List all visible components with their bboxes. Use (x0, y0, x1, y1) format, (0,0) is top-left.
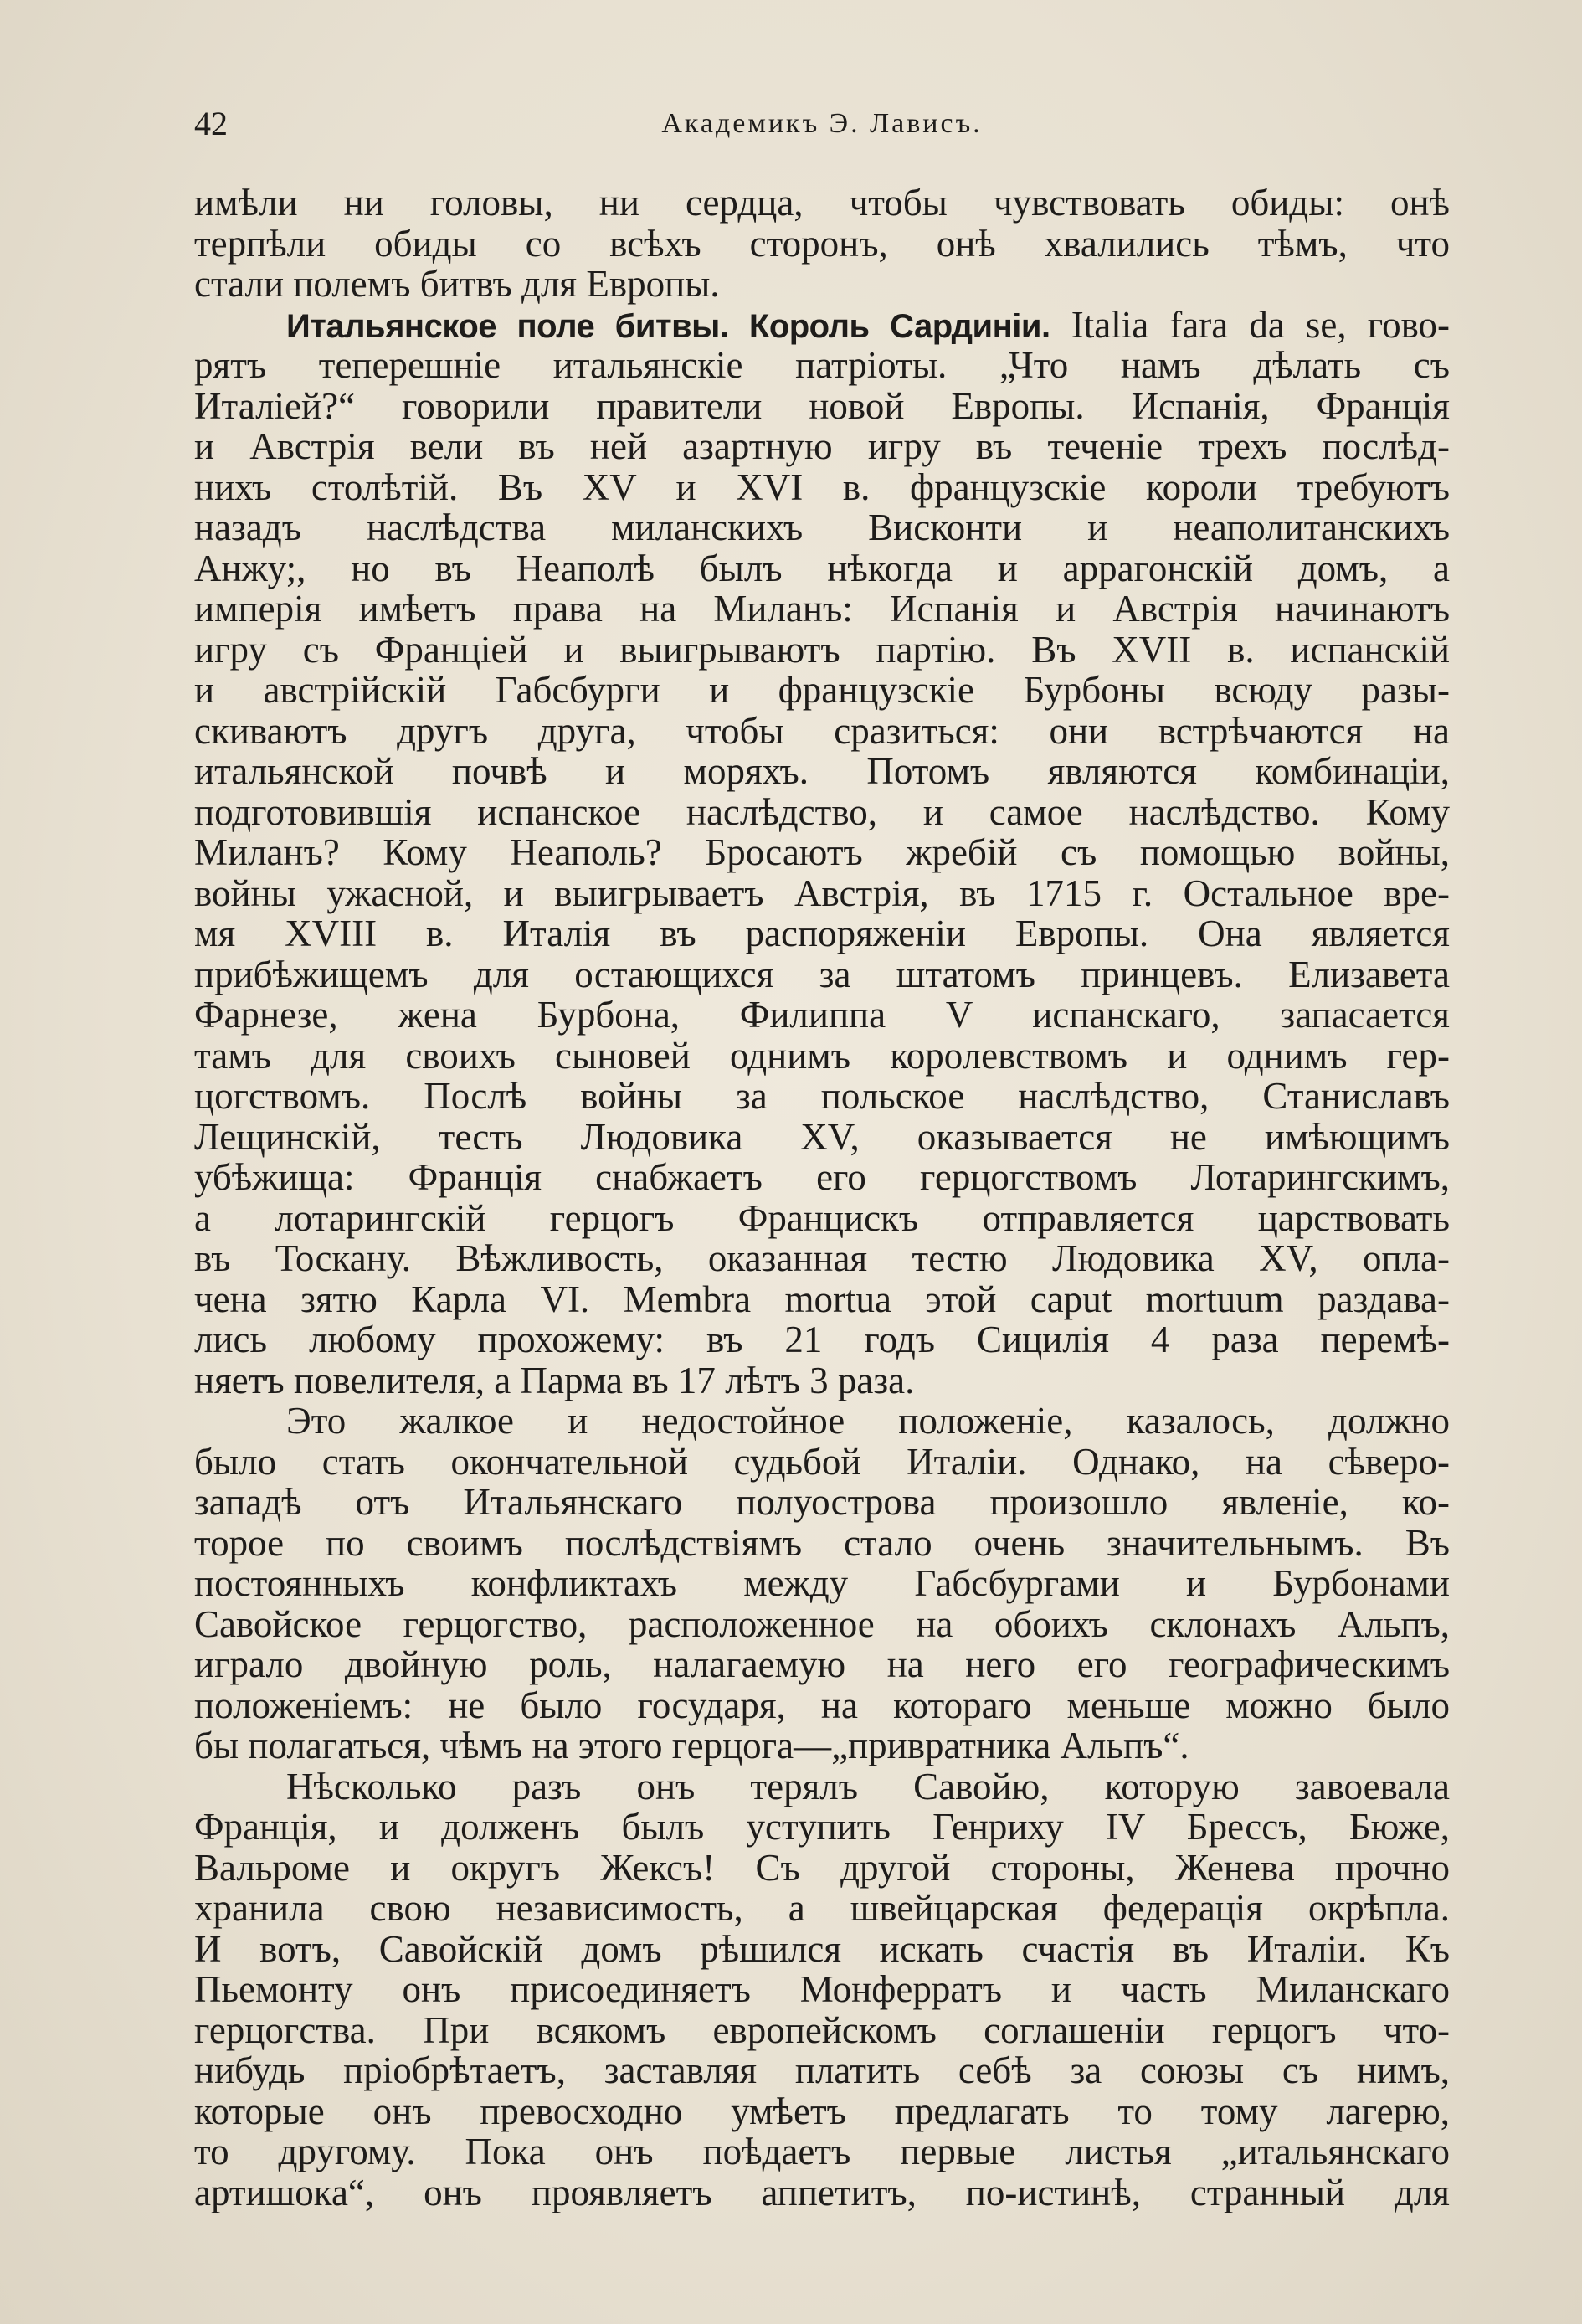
line-text: то другому. Пока онъ поѣдаетъ первые листья „итальянскаго (194, 2131, 1450, 2172)
text-line (194, 1157, 1450, 1198)
line-text: убѣжища: Франція снабжаетъ его герцогствомъ Лотарингскимъ, (194, 1156, 1450, 1198)
line-text: Это жалкое и недостойное положеніе, казалось, должно (286, 1400, 1450, 1442)
text-line (194, 264, 1450, 305)
line-text: рятъ теперешніе итальянскіе патріоты. „Что намъ дѣлать съ (194, 344, 1450, 386)
text-line (194, 1604, 1450, 1645)
text-line (194, 954, 1450, 995)
text-line (194, 1888, 1450, 1929)
line-text: Вальроме и округъ Жексъ! Съ другой стороны, Женева прочно (194, 1846, 1450, 1889)
text-line (194, 1725, 1450, 1766)
text-line (194, 832, 1450, 873)
line-text: стали полемъ битвъ для Европы. (194, 263, 720, 305)
line-text: войны ужасной, и выигрываетъ Австрія, въ 1715 г. Остальное вре- (194, 872, 1450, 914)
line-text: нибудь пріобрѣтаетъ, заставляя платить себѣ за союзы съ нимъ, (194, 2049, 1450, 2091)
line-text: Italia fara da se, гово- (1050, 303, 1451, 346)
line-text: терпѣли обиды со всѣхъ сторонъ, онѣ хвалились тѣмъ, что (194, 222, 1450, 265)
text-line (194, 1969, 1450, 2010)
text-line (194, 183, 1450, 224)
line-text: бы полагаться, чѣмъ на этого герцога—„привратника Альпъ“. (194, 1725, 1189, 1766)
text-line (194, 630, 1450, 671)
line-text: И вотъ, Савойскій домъ рѣшился искать счастія въ Италіи. Къ (194, 1927, 1450, 1970)
text-line (194, 1117, 1450, 1158)
line-text: Анжу;, но въ Неаполѣ былъ нѣкогда и аррагонскій домъ, а (194, 547, 1450, 589)
line-text: Лещинскій, тесть Людовика XV, оказывается не имѣющимъ (194, 1115, 1450, 1158)
line-text: которые онъ превосходно умѣетъ предлагать то тому лагерю, (194, 2090, 1450, 2132)
text-line (194, 345, 1450, 386)
line-text: игру съ Франціей и выигрываютъ партію. Въ XVII в. испанскій (194, 628, 1450, 671)
text-line (194, 2131, 1450, 2172)
line-text: положеніемъ: не было государя, на котораго меньше можно было (194, 1684, 1450, 1726)
text-line (194, 589, 1450, 630)
line-text: подготовившія испанское наслѣдство, и самое наслѣдство. Кому (194, 790, 1450, 833)
body-text (194, 183, 1450, 2213)
section-heading: Итальянское поле битвы. Король Сардиніи. (286, 307, 1050, 345)
text-line (194, 1685, 1450, 1726)
text-line (194, 467, 1450, 508)
text-line (194, 1766, 1450, 1807)
text-line (194, 792, 1450, 833)
line-text: Миланъ? Кому Неаполь? Бросаютъ жребій съ помощью войны, (194, 831, 1450, 873)
line-text: няетъ повелителя, а Парма въ 17 лѣтъ 3 раза. (194, 1359, 915, 1401)
text-line (194, 2172, 1450, 2213)
line-text: герцогства. При всякомъ европейскомъ соглашеніи герцогъ что- (194, 2008, 1450, 2051)
line-text: назадъ наслѣдства миланскихъ Висконти и неаполитанскихъ (194, 506, 1450, 548)
line-text: нихъ столѣтій. Въ XV и XVI в. французскіе короли требуютъ (194, 465, 1450, 508)
text-line (194, 1848, 1450, 1889)
text-line (194, 1238, 1450, 1279)
line-text: торое по своимъ послѣдствіямъ стало очень значительнымъ. Въ (194, 1521, 1450, 1564)
text-line (194, 426, 1450, 467)
text-line (194, 1644, 1450, 1685)
line-text: мя XVIII в. Италія въ распоряженіи Европы. Она является (194, 913, 1450, 954)
line-text: итальянской почвѣ и моряхъ. Потомъ являются комбинаціи, (194, 750, 1450, 792)
running-head-title: Академикъ Э. Лависъ. (661, 108, 983, 139)
text-line (194, 1482, 1450, 1523)
text-line (194, 873, 1450, 914)
line-text: и австрійскій Габсбурги и французскіе Бурбоны всюду разы- (194, 669, 1450, 711)
line-text: имѣли ни головы, ни сердца, чтобы чувствовать обиды: онѣ (194, 182, 1450, 224)
text-line (194, 1523, 1450, 1564)
line-text: постоянныхъ конфликтахъ между Габсбургами и Бурбонами (194, 1562, 1450, 1604)
line-text: Франція, и долженъ былъ уступить Генриху IV Брессъ, Бюже, (194, 1806, 1450, 1848)
line-text: Фарнезе, жена Бурбона, Филиппа V испанскаго, запасается (194, 994, 1450, 1036)
page-number: 42 (194, 105, 228, 142)
line-text: Италіей?“ говорили правители новой Европы. Испанія, Франція (194, 384, 1450, 427)
line-text: и Австрія вели въ ней азартную игру въ теченіе трехъ послѣд- (194, 425, 1450, 467)
text-line (194, 224, 1450, 265)
line-text: артишока“, онъ проявляетъ аппетитъ, по-истинѣ, странный для (194, 2171, 1450, 2213)
text-line (194, 711, 1450, 752)
text-line (194, 507, 1450, 548)
text-line (194, 1198, 1450, 1239)
text-line (194, 1442, 1450, 1483)
running-head (194, 99, 1450, 149)
text-line (194, 1279, 1450, 1320)
line-text: тамъ для своихъ сыновей однимъ королевствомъ и однимъ гер- (194, 1034, 1450, 1077)
text-line (194, 1929, 1450, 1970)
line-text: Пьемонту онъ присоединяетъ Монферратъ и часть Миланскаго (194, 1968, 1450, 2010)
text-line (194, 670, 1450, 711)
text-line (194, 913, 1450, 954)
text-line (194, 2010, 1450, 2051)
line-text: чена зятю Карла VI. Membra mortua этой caput mortuum раздава- (194, 1278, 1450, 1320)
line-text: имперія имѣетъ права на Миланъ: Испанія и Австрія начинаютъ (194, 588, 1450, 630)
text-line (194, 1360, 1450, 1401)
line-text: западѣ отъ Итальянскаго полуострова произошло явленіе, ко- (194, 1481, 1450, 1523)
line-text: въ Тоскану. Вѣжливость, оказанная тестю Людовика XV, опла- (194, 1237, 1450, 1279)
line-text: прибѣжищемъ для остающихся за штатомъ принцевъ. Елизавета (194, 953, 1450, 995)
line-text: скиваютъ другъ друга, чтобы сразиться: они встрѣчаются на (194, 709, 1450, 752)
text-line (194, 2091, 1450, 2132)
text-line (194, 2050, 1450, 2091)
text-line (194, 548, 1450, 589)
text-line (194, 1807, 1450, 1848)
text-line (194, 751, 1450, 792)
text-line (194, 1036, 1450, 1077)
line-text: а лотарингскій герцогъ Францискъ отправляется царствовать (194, 1196, 1450, 1239)
line-text: Савойское герцогство, расположенное на обоихъ склонахъ Альпъ, (194, 1602, 1450, 1645)
line-text: лись любому прохожему: въ 21 годъ Сицилія 4 раза перемѣ- (194, 1319, 1450, 1360)
text-line (194, 1401, 1450, 1442)
text-line (194, 305, 1450, 346)
text-line (194, 386, 1450, 427)
line-text: играло двойную роль, налагаемую на него его географическимъ (194, 1643, 1450, 1685)
line-text: было стать окончательной судьбой Италіи. Однако, на сѣверо- (194, 1440, 1450, 1483)
text-line (194, 1076, 1450, 1117)
line-text: Нѣсколько разъ онъ терялъ Савойю, которую завоевала (286, 1765, 1450, 1807)
text-line (194, 1319, 1450, 1360)
line-text: цогствомъ. Послѣ войны за польское наслѣдство, Станиславъ (194, 1075, 1450, 1117)
line-text: хранила свою независимость, а швейцарская федерація окрѣпла. (194, 1887, 1450, 1929)
text-line (194, 1563, 1450, 1604)
text-line (194, 995, 1450, 1036)
